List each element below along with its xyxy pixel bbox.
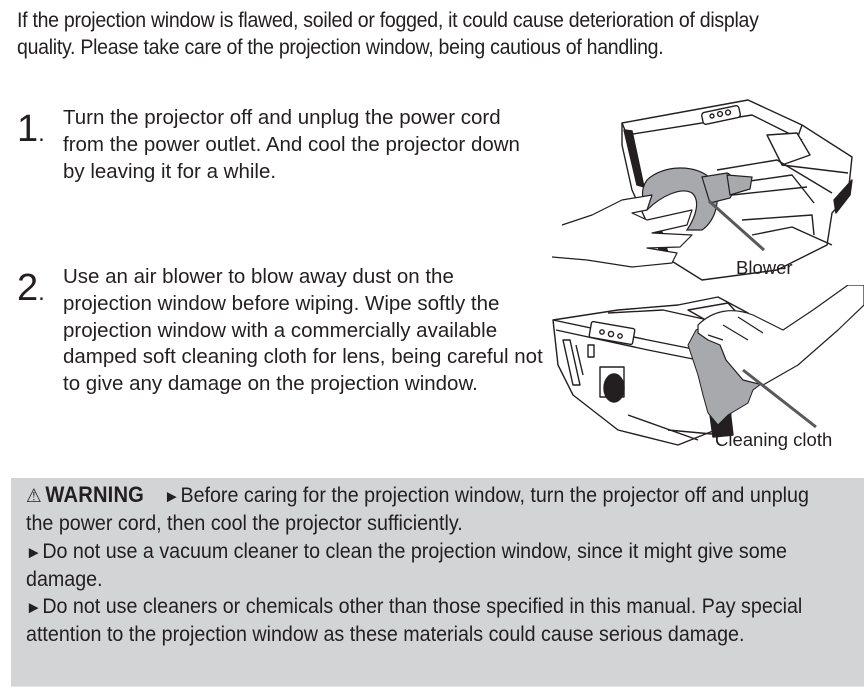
warning-item-text: Do not use a vacuum cleaner to clean the projection window, since it might give some damage. (26, 538, 787, 591)
warning-box (11, 478, 864, 687)
warning-item-1 (26, 481, 831, 538)
cleaning-cloth-label: Cleaning cloth (715, 429, 833, 450)
warning-content (26, 481, 831, 649)
warning-item-3 (26, 593, 831, 649)
step-number-dot: . (38, 120, 45, 147)
step-number-digit: 1 (17, 108, 39, 150)
step-text: Use an air blower to blow away dust on the projection window before wiping. Wipe softly the projection window with a commercially available damped soft cleaning cloth for lens, being careful not to give any damage on the projection window. (63, 265, 543, 396)
step-text: Turn the projector off and unplug the power cord from the power outlet. And cool the projector down by leaving it for a while. (63, 106, 520, 183)
warning-heading-text: WARNING (45, 482, 145, 507)
step-number (17, 269, 45, 312)
step-number-digit: 2 (17, 267, 39, 309)
step-number (17, 110, 45, 153)
warning-item-2 (26, 538, 831, 594)
step-number-dot: . (38, 279, 45, 306)
warning-item-text: Do not use cleaners or chemicals other than those specified in this manual. Pay special attention to the projection window as these materials could cause serious damage. (26, 594, 803, 647)
bullet-arrow-icon: ► (163, 487, 180, 506)
warning-triangle-icon: ⚠ (26, 486, 42, 507)
intro-paragraph: If the projection window is flawed, soiled or fogged, it could cause deterioration of display quality. Please take care of the projection window, being cautious of handling. (17, 9, 759, 59)
blower-illustration (552, 95, 864, 285)
blower-label: Blower (736, 257, 793, 278)
bullet-arrow-icon: ► (25, 542, 42, 562)
warning-heading (26, 482, 144, 507)
projector-blower-drawing (552, 95, 864, 285)
bullet-arrow-icon: ► (25, 598, 42, 618)
warning-item-text: Before caring for the projection window, turn the projector off and unplug the power cord, then cool the projector sufficiently. (26, 483, 809, 536)
